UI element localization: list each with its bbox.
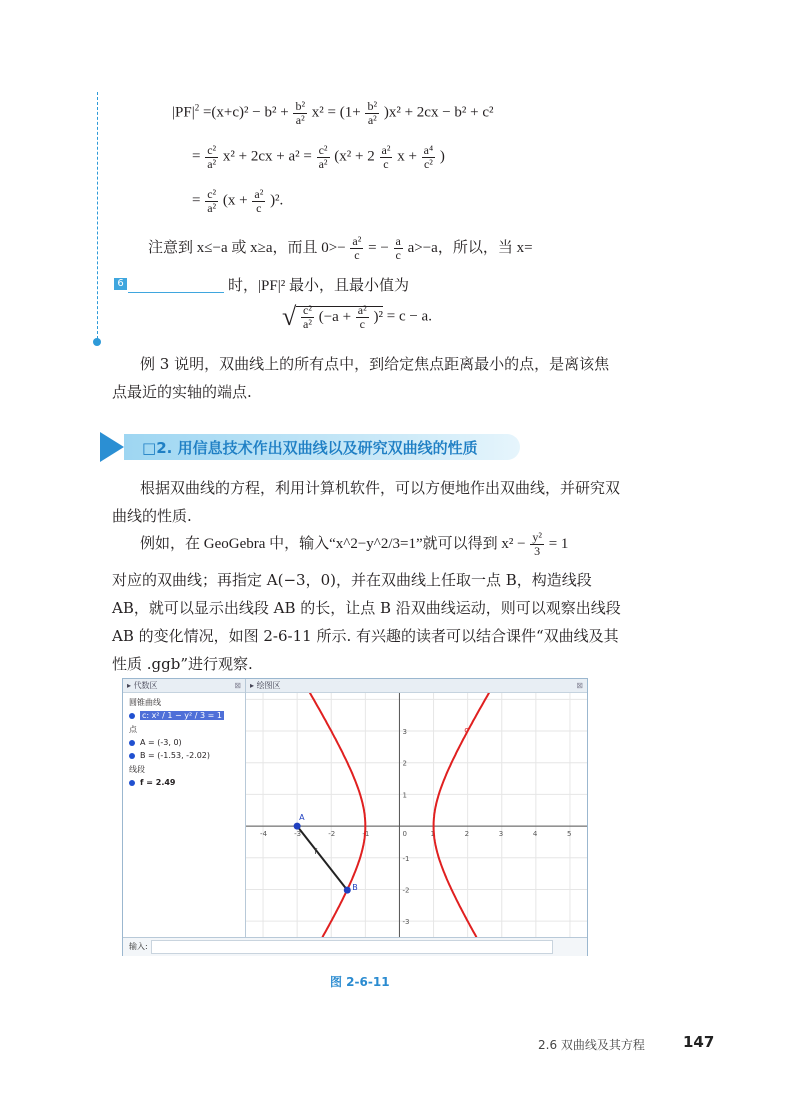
section-box-icon: □	[142, 439, 157, 457]
segment-label: f	[314, 847, 318, 857]
x-tick-label: -1	[362, 830, 370, 839]
y-tick-label: 2	[402, 759, 407, 768]
object-row-point-a[interactable]: A = (-3, 0)	[129, 737, 182, 749]
note-paragraph-line-2: 时，|PF|² 最小，且最小值为	[228, 278, 409, 294]
graphics-view-header: ▸ 绘图区 ⊠	[246, 679, 587, 693]
graphics-view[interactable]	[246, 693, 587, 937]
example-paragraph-rest: 对应的双曲线；再指定 A(−3，0)，并在双曲线上任取一点 B，构造线段 AB，就可以显示出线段 AB 的长，让点 B 沿双曲线运动，则可以观察出线段 AB 的变化情况，如图 2-6-11 所示. 有兴趣的读者可以结合课件“双曲线及其性质 .ggb”进行观察.	[112, 571, 621, 673]
group-label-segment: 线段	[129, 765, 145, 774]
group-label-point: 点	[129, 725, 137, 734]
x-tick-label: -3	[294, 830, 302, 839]
hyperbola-left-branch[interactable]	[305, 693, 366, 937]
x-tick-label: -2	[328, 830, 336, 839]
y-tick-label: -2	[402, 886, 410, 895]
close-icon[interactable]: ⊠	[234, 681, 241, 690]
grid-lines	[246, 693, 587, 937]
x-tick-label: 4	[532, 830, 538, 839]
example3-conclusion: 例 3 说明，双曲线上的所有点中，到给定焦点距离最小的点，是离该焦点最近的实轴的端点.	[112, 355, 610, 401]
point-a-label: A	[299, 813, 305, 823]
point-b-label: B	[352, 883, 358, 893]
algebra-view-header: ▸ 代数区 ⊠	[123, 679, 245, 693]
visibility-dot-icon[interactable]	[129, 753, 135, 759]
input-field[interactable]	[151, 940, 553, 954]
visibility-dot-icon[interactable]	[129, 780, 135, 786]
tick-labels	[260, 725, 572, 927]
y-tick-label: 1	[402, 791, 407, 800]
footer-section: 2.6 双曲线及其方程	[538, 1038, 645, 1052]
geogebra-window	[122, 678, 588, 956]
x-tick-label: -4	[260, 830, 268, 839]
y-tick-label: -3	[402, 918, 410, 927]
object-row-conic[interactable]: c: x² / 1 − y² / 3 = 1	[129, 710, 224, 722]
close-icon[interactable]: ⊠	[576, 681, 583, 690]
visibility-dot-icon[interactable]	[129, 713, 135, 719]
input-bar: 输入:	[123, 937, 587, 956]
intro-paragraph: 根据双曲线的方程，利用计算机软件，可以方便地作出双曲线，并研究双曲线的性质.	[112, 479, 621, 525]
algebra-view	[123, 679, 246, 937]
group-label-conic: 圆锥曲线	[129, 698, 161, 707]
equation-line-1: $|PF|^2 =(x+c)^2 - b^2$ + $\frac{\text{b²}}{\text{a²}}$ x² = (1+ $\frac{\text{b²}}{\text{a²}}$ )x² + 2cx − b² + c²	[172, 99, 494, 127]
x-tick-label: 5	[566, 830, 572, 839]
x-tick-label: 1	[430, 830, 436, 839]
point-a[interactable]	[294, 823, 301, 830]
page-number: 147	[683, 1033, 715, 1051]
example-paragraph-line-1: 例如，在 GeoGebra 中，输入“x^2−y^2/3=1”就可以得到 x² − $\frac{\text{y²}}{3}$ = 1	[140, 530, 569, 559]
section-heading: □2. 用信息技术作出双曲线以及研究双曲线的性质	[100, 432, 522, 462]
fill-in-blank-line	[128, 292, 224, 293]
note-badge-icon: 6	[114, 278, 127, 290]
y-tick-label: -1	[402, 854, 410, 863]
equation-line-2: = $\frac{\text{c²}}{\text{a²}}$ x² + 2cx + a² = $\frac{\text{c²}}{\text{a²}}$ (x² + 2 $\frac{\text{a²}}{c}$ x + $\frac{\text{a⁴}}{\text{c²}}$ )	[192, 143, 445, 171]
note-margin-line	[97, 92, 98, 344]
x-tick-label: 3	[498, 830, 504, 839]
equation-line-3: = $\frac{\text{c²}}{\text{a²}}$ (x + $\frac{\text{a²}}{c}$ )².	[192, 187, 284, 215]
x-tick-label: 0	[402, 830, 407, 839]
x-tick-label: 2	[464, 830, 470, 839]
visibility-dot-icon[interactable]	[129, 740, 135, 746]
object-row-segment[interactable]: f = 2.49	[129, 777, 176, 789]
point-b[interactable]	[344, 887, 351, 894]
min-value-expression: √ $\frac{\text{c²}}{\text{a²}}$ (−a + $\frac{\text{a²}}{c}$ )² = c − a.	[282, 302, 432, 332]
curve-label: c	[464, 725, 469, 735]
y-tick-label: 3	[402, 728, 407, 737]
section-arrow-icon	[100, 432, 124, 462]
object-row-point-b[interactable]: B = (-1.53, -2.02)	[129, 750, 210, 762]
note-margin-dot	[93, 338, 101, 346]
note-paragraph-line-1: 注意到 x≤−a 或 x≥a，而且 0>− $\frac{\text{a²}}{c}$ = − $\frac{a}{c}$ a>−a，所以，当 x=	[148, 234, 533, 263]
figure-caption: 图 2-6-11	[330, 975, 390, 989]
